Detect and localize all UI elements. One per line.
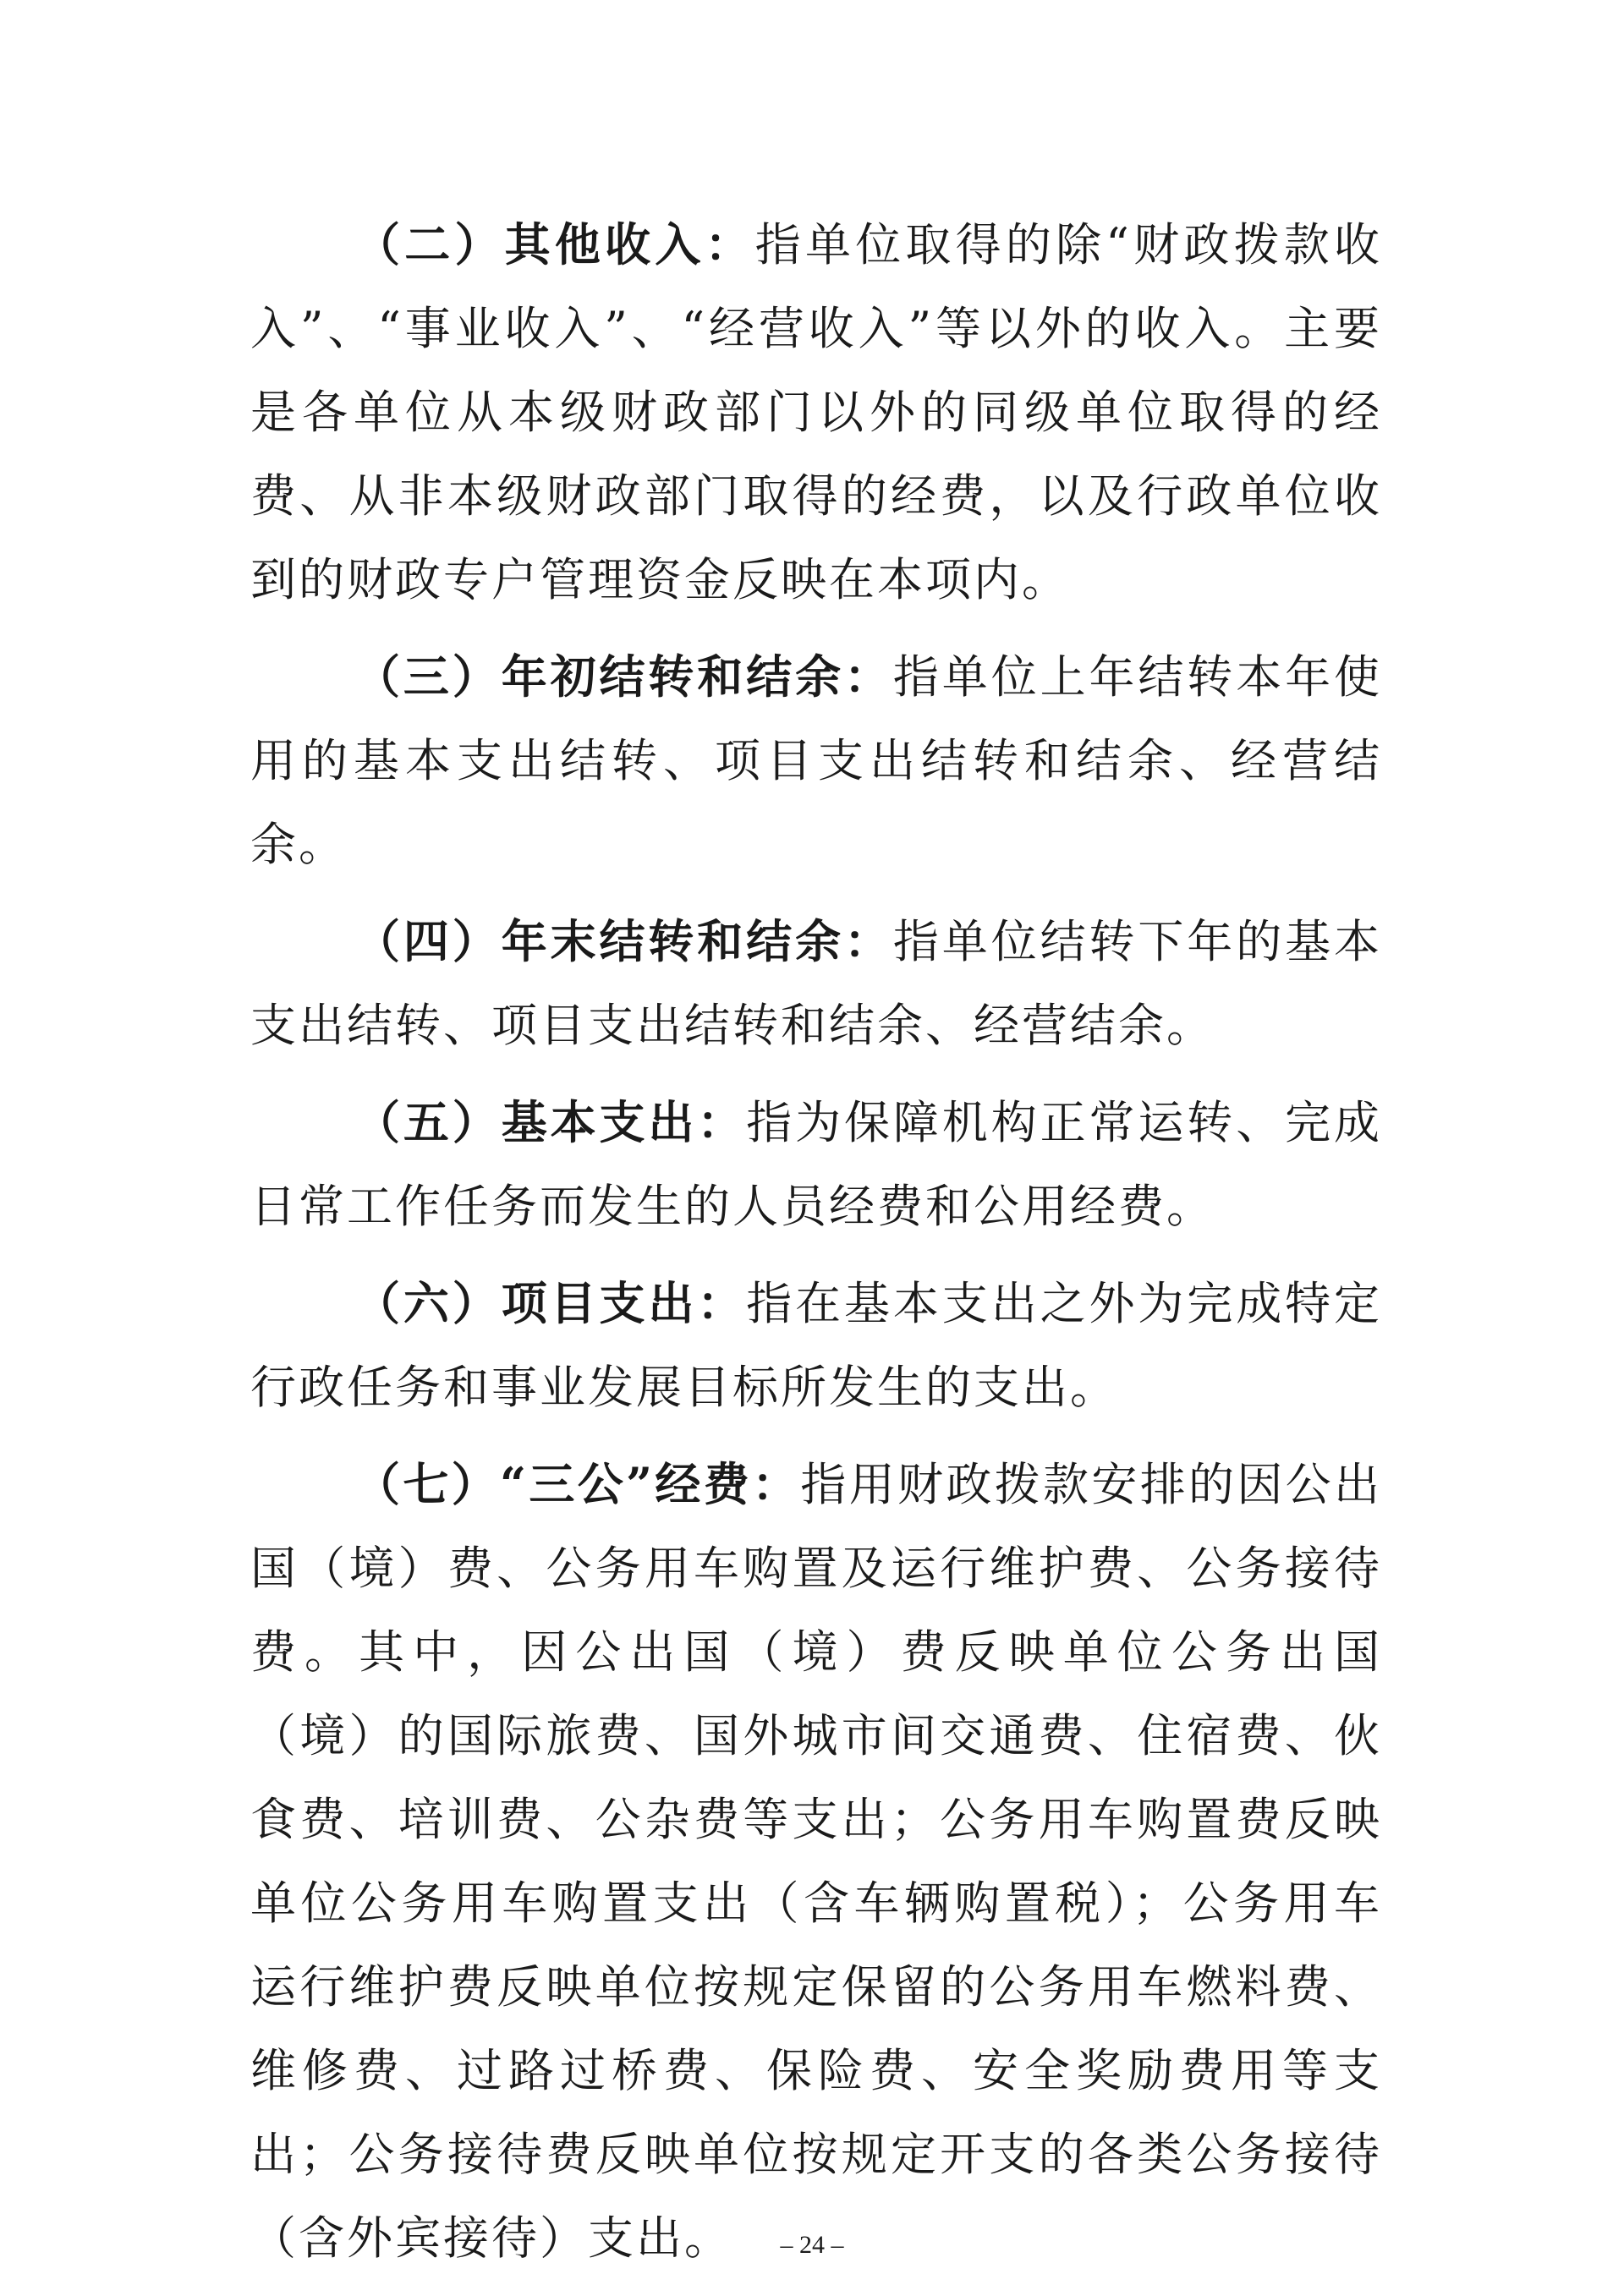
definition-text: 指在基本支出之外为完成特定行政任务和事业发展目标所发生的支出。 (250, 1277, 1383, 1414)
definition-carryover-beginning (250, 635, 1382, 886)
definition-term: （五）基本支出： (354, 1095, 747, 1149)
definition-text: 指单位结转下年的基本支出结转、项目支出结转和结余、经营结余。 (250, 915, 1383, 1052)
document-body (250, 203, 1382, 2293)
definition-term: （二）其他收入： (354, 217, 755, 271)
definition-term: （四）年末结转和结余： (354, 914, 893, 968)
definition-text: 指用财政拨款安排的因公出国（境）费、公务用车购置及运行维护费、公务接待费。其中，因公出国（境）费反映单位公务出国（境）的国际旅费、国外城市间交通费、住宿费、伙食费、培训费、公杂费等支出；公务用车购置费反映单位公务用车购置支出（含车辆购置税）；公务用车运行维护费反映单位按规定保留的公务用车燃料费、维修费、过路过桥费、保险费、安全奖励费用等支出；公务接待费反映单位按规定开支的各类公务接待（含外宾接待）支出。 (250, 1458, 1383, 2265)
definition-text: 指单位取得的除“财政拨款收入”、“事业收入”、“经营收入”等以外的收入。主要是各单位从本级财政部门以外的同级单位取得的经费、从非本级财政部门取得的经费，以及行政单位收到的财政专户管理资金反映在本项内。 (250, 218, 1383, 606)
definition-term: （六）项目支出： (354, 1276, 747, 1330)
definition-term: （三）年初结转和结余： (354, 649, 893, 704)
definition-other-income (250, 203, 1382, 622)
definition-carryover-end (250, 900, 1382, 1067)
definition-project-expenditure (250, 1262, 1382, 1429)
definition-basic-expenditure (250, 1081, 1382, 1248)
definition-text: 指单位上年结转本年使用的基本支出结转、项目支出结转和结余、经营结余。 (250, 650, 1383, 871)
page-number: – 24 – (780, 2231, 844, 2259)
definition-text: 指为保障机构正常运转、完成日常工作任务而发生的人员经费和公用经费。 (250, 1096, 1383, 1233)
definition-three-public-expenses (250, 1443, 1382, 2280)
definition-term: （七）“三公”经费： (354, 1457, 801, 1511)
